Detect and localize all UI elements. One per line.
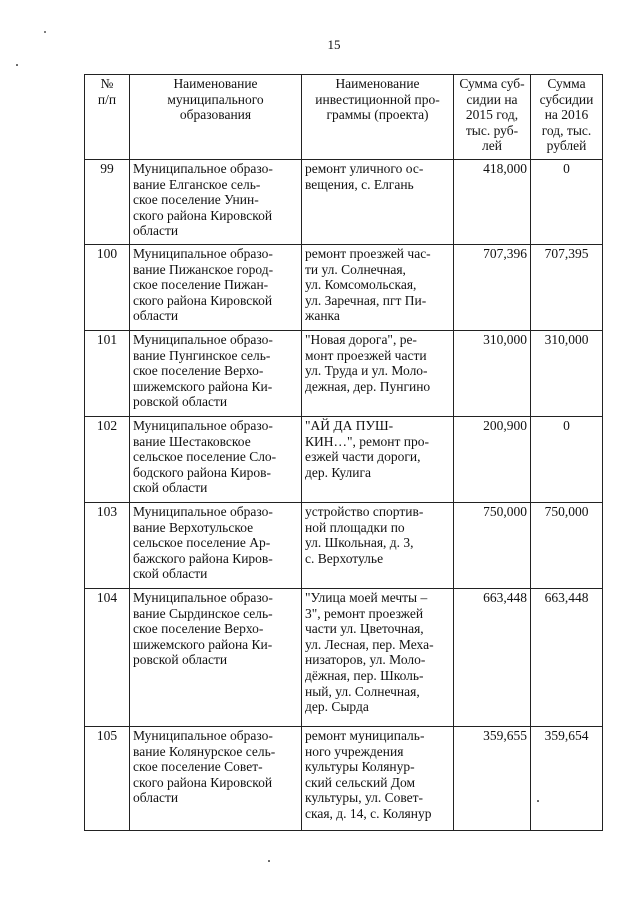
cell-line: граммы (проекта) [326, 107, 429, 123]
cell-municipality [130, 331, 302, 417]
table-row [85, 727, 603, 831]
cell-line: ского района Кировской [133, 292, 273, 308]
table-body [85, 160, 603, 831]
cell-program [302, 727, 454, 831]
cell-line: вание Сырдинское сель- [133, 605, 273, 621]
cell-line: инвестиционной про- [315, 91, 440, 107]
cell-line: вание Пижанское город- [133, 261, 274, 277]
cell-line: 2015 год, [465, 107, 519, 123]
cell-sum-2016: 750,000 [531, 503, 603, 589]
cell-line: части ул. Цветочная, [305, 621, 424, 637]
cell-sum-2015: 310,000 [454, 331, 531, 417]
cell-sum-2016: 359,654 [531, 727, 603, 831]
cell-line: вание Верхотульское [133, 519, 254, 535]
cell-line: рублей [546, 138, 587, 154]
cell-line: Наименование [335, 76, 420, 91]
cell-line: "АЙ ДА ПУШ- [305, 418, 394, 433]
cell-line: год, тыс. [541, 122, 592, 138]
cell-line: ского района Кировской [133, 774, 273, 790]
cell-line: монт проезжей части [305, 347, 427, 363]
cell-municipality [130, 245, 302, 331]
cell-line: сельское поселение Сло- [133, 449, 277, 465]
cell-line: ское поселение Верхо- [133, 363, 264, 379]
cell-line: № [100, 76, 114, 91]
cell-line: шижемского района Ки- [133, 378, 273, 394]
cell-num: 102 [85, 417, 130, 503]
cell-line: ной площадки по [305, 519, 405, 535]
header-sum-2015 [454, 75, 531, 160]
cell-line: ского района Кировской [133, 207, 273, 223]
cell-municipality [130, 503, 302, 589]
cell-line: ской области [133, 480, 208, 496]
cell-line: ул. Лесная, пер. Меха- [305, 636, 434, 652]
cell-line: на 2016 [544, 107, 589, 123]
cell-line: ское поселение Унин- [133, 192, 259, 208]
cell-line: вание Шестаковское [133, 433, 251, 449]
header-program [302, 75, 454, 160]
cell-line: ской области [133, 566, 208, 582]
cell-line: Наименование [173, 76, 258, 91]
cell-line: вание Елганское сель- [133, 176, 261, 192]
cell-sum-2015: 418,000 [454, 160, 531, 245]
cell-sum-2016: 0 [531, 160, 603, 245]
cell-line: "Новая дорога", ре- [305, 332, 417, 347]
cell-line: ти ул. Солнечная, [305, 261, 406, 277]
cell-line: жанка [305, 308, 340, 324]
table-row [85, 160, 603, 245]
cell-line: Муниципальное образо- [133, 590, 273, 605]
cell-line: культуры Колянур- [305, 759, 415, 775]
cell-line: 3", ремонт проезжей [305, 605, 424, 621]
cell-line: ный, ул. Солнечная, [305, 683, 420, 699]
cell-line: субсидии [539, 91, 594, 107]
cell-sum-2016: 0 [531, 417, 603, 503]
table-row [85, 589, 603, 727]
cell-line: ровской области [133, 652, 228, 668]
cell-line: ский сельский Дом [305, 774, 416, 790]
cell-sum-2015: 663,448 [454, 589, 531, 727]
cell-line: ремонт муниципаль- [305, 728, 425, 743]
cell-num: 99 [85, 160, 130, 245]
cell-line: ремонт проезжей час- [305, 246, 431, 261]
cell-line: сидии на [466, 91, 518, 107]
cell-line: Муниципальное образо- [133, 246, 273, 261]
cell-line: Сумма [547, 76, 586, 91]
cell-line: ское поселение Пижан- [133, 277, 269, 293]
cell-sum-2016: 707,395 [531, 245, 603, 331]
cell-line: п/п [97, 91, 117, 107]
cell-program [302, 417, 454, 503]
cell-line: ул. Труда и ул. Моло- [305, 363, 428, 379]
cell-line: области [133, 790, 179, 806]
cell-line: ское поселение Верхо- [133, 621, 264, 637]
cell-municipality [130, 160, 302, 245]
cell-line: Муниципальное образо- [133, 161, 273, 176]
subsidy-table [84, 74, 603, 831]
cell-line: области [133, 308, 179, 324]
cell-line: лей [482, 138, 502, 154]
cell-line: ровской области [133, 394, 228, 410]
cell-line: сельское поселение Ар- [133, 535, 271, 551]
cell-line: муниципального [167, 91, 264, 107]
cell-line: "Улица моей мечты – [305, 590, 428, 605]
cell-line: дежная, дер. Пунгино [305, 378, 431, 394]
cell-municipality [130, 589, 302, 727]
cell-line: ул. Школьная, д. 3, [305, 535, 414, 551]
table-row [85, 245, 603, 331]
page-number: 15 [327, 37, 341, 52]
cell-line: дер. Сырда [305, 699, 369, 715]
cell-line: ремонт уличного ос- [305, 161, 424, 176]
cell-num: 101 [85, 331, 130, 417]
cell-line: дер. Кулига [305, 464, 371, 480]
cell-line: с. Верхотулье [305, 550, 384, 566]
cell-line: низаторов, ул. Моло- [305, 652, 426, 668]
cell-line: езжей части дороги, [305, 449, 421, 465]
cell-line: бажского района Киров- [133, 550, 273, 566]
cell-sum-2015: 707,396 [454, 245, 531, 331]
cell-line: Муниципальное образо- [133, 418, 273, 433]
cell-sum-2016: 663,448 [531, 589, 603, 727]
cell-num: 100 [85, 245, 130, 331]
cell-line: шижемского района Ки- [133, 636, 273, 652]
cell-num: 103 [85, 503, 130, 589]
cell-line: вание Пунгинское сель- [133, 347, 271, 363]
cell-program [302, 503, 454, 589]
cell-sum-2015: 200,900 [454, 417, 531, 503]
header-municipality [130, 75, 302, 160]
cell-line: бодского района Киров- [133, 464, 271, 480]
cell-line: Муниципальное образо- [133, 728, 273, 743]
cell-program [302, 160, 454, 245]
cell-line: ного учреждения [305, 743, 404, 759]
cell-line: ское поселение Совет- [133, 759, 263, 775]
cell-line: Сумма суб- [459, 76, 525, 91]
header-sum-2016 [531, 75, 603, 160]
table-row [85, 417, 603, 503]
cell-municipality [130, 727, 302, 831]
cell-line: области [133, 223, 179, 239]
cell-num: 105 [85, 727, 130, 831]
cell-line: КИН…", ремонт про- [305, 433, 430, 449]
cell-num: 104 [85, 589, 130, 727]
cell-line: ул. Комсомольская, [305, 277, 417, 293]
cell-line: ская, д. 14, с. Колянур [305, 805, 432, 821]
cell-line: Муниципальное образо- [133, 332, 273, 347]
cell-line: культуры, ул. Совет- [305, 790, 424, 806]
cell-line: ул. Заречная, пгт Пи- [305, 292, 427, 308]
table-row [85, 331, 603, 417]
scan-speck [268, 860, 270, 862]
cell-line: устройство спортив- [305, 504, 424, 519]
cell-line: тыс. руб- [465, 122, 519, 138]
cell-sum-2015: 750,000 [454, 503, 531, 589]
scan-speck [16, 64, 18, 66]
cell-line: Муниципальное образо- [133, 504, 273, 519]
cell-municipality [130, 417, 302, 503]
cell-sum-2015: 359,655 [454, 727, 531, 831]
scan-speck [44, 31, 46, 33]
cell-line: вещения, с. Елгань [305, 176, 414, 192]
cell-line: вание Колянурское сель- [133, 743, 276, 759]
table-row [85, 503, 603, 589]
cell-sum-2016: 310,000 [531, 331, 603, 417]
cell-program [302, 245, 454, 331]
header-num [85, 75, 130, 160]
table-header-row [85, 75, 603, 160]
cell-program [302, 331, 454, 417]
cell-program [302, 589, 454, 727]
cell-line: дёжная, пер. Школь- [305, 667, 424, 683]
cell-line: образования [179, 107, 252, 123]
